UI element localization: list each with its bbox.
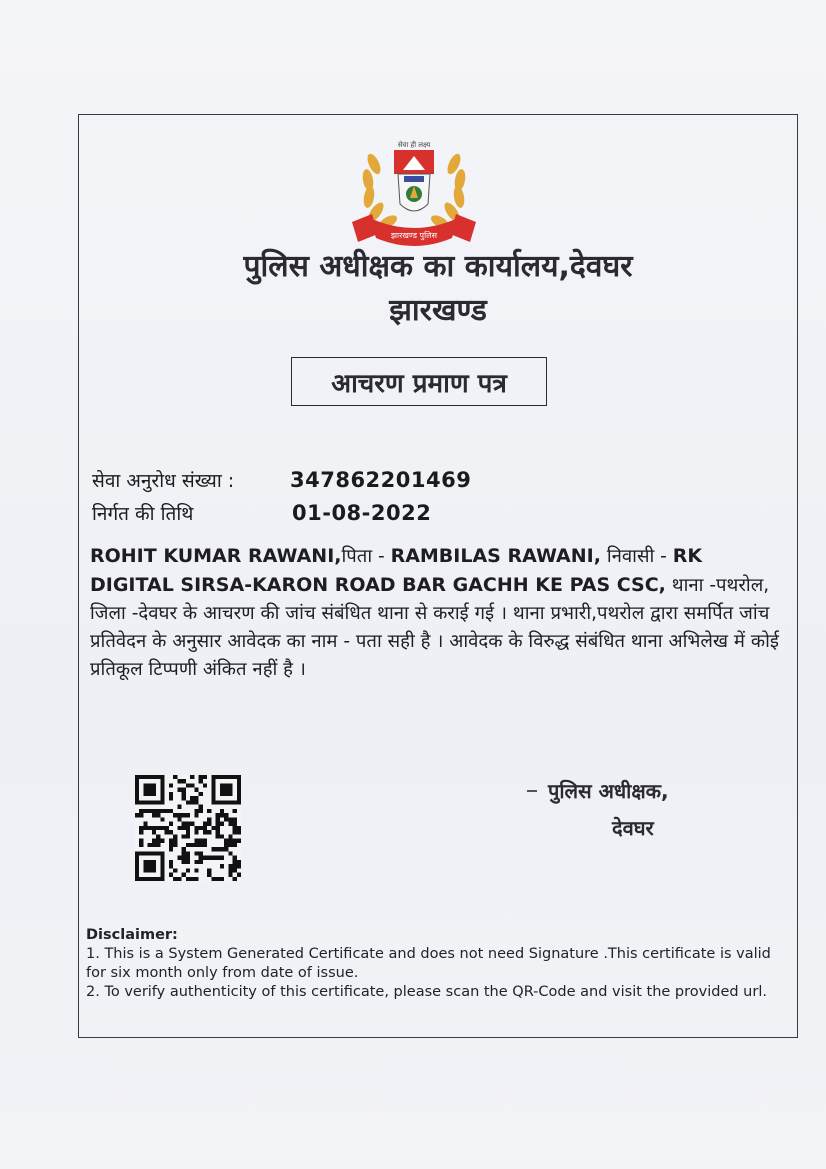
emblem-ribbon-text: झारखण्ड पुलिस — [390, 231, 438, 240]
issue-date-value: 01-08-2022 — [292, 501, 432, 525]
office-title-line1: पुलिस अधीक्षक का कार्यालय,देवघर — [243, 249, 633, 284]
service-request-row — [92, 467, 471, 493]
signatory-title: पुलिस अधीक्षक, — [548, 779, 669, 803]
verification-paragraph: थाना -पथरोल, जिला -देवघर के आचरण की जांच संबंधित थाना से कराई गई । थाना प्रभारी,पथरोल द्वारा समर्पित जांच प्रतिवेदन के अनुसार आवेदक का नाम - पता सही है । आवेदक के विरुद्ध संबंधित थाना अभिलेख में कोई प्रतिकूल टिप्पणी अंकित नहीं है । — [90, 575, 779, 680]
issue-date-label: निर्गत की तिथि — [92, 503, 194, 525]
certificate-body — [90, 542, 790, 684]
signatory-location: देवघर — [612, 816, 654, 840]
service-request-label: सेवा अनुरोध संख्या : — [92, 470, 235, 492]
disclaimer-heading: Disclaimer: — [86, 927, 178, 943]
service-request-number: 347862201469 — [290, 468, 472, 492]
disclaimer-item-1: 1. This is a System Generated Certificate and does not need Signature .This certificate is valid for six month only from date of issue. — [86, 946, 771, 981]
applicant-address: RK DIGITAL SIRSA-KARON ROAD BAR GACHH KE PAS CSC, — [90, 545, 703, 596]
father-dash: - — [372, 546, 391, 567]
disclaimer-item-2: 2. To verify authenticity of this certificate, please scan the QR-Code and visit the provided url. — [86, 984, 767, 1000]
emblem-motto: सेवा ही लक्ष्य — [397, 141, 431, 149]
father-name: RAMBILAS RAWANI, — [390, 545, 601, 567]
qr-code[interactable] — [135, 775, 241, 881]
applicant-name: ROHIT KUMAR RAWANI, — [90, 545, 342, 567]
issue-date-row — [92, 500, 431, 526]
resident-label: निवासी - — [600, 546, 673, 567]
certificate-title: आचरण प्रमाण पत्र — [291, 357, 547, 406]
office-title-line2: झारखण्ड — [389, 293, 487, 328]
jharkhand-police-emblem — [348, 134, 480, 252]
signature-mark — [527, 790, 537, 792]
father-label: पिता — [341, 546, 373, 567]
disclaimer-section — [86, 926, 786, 1002]
